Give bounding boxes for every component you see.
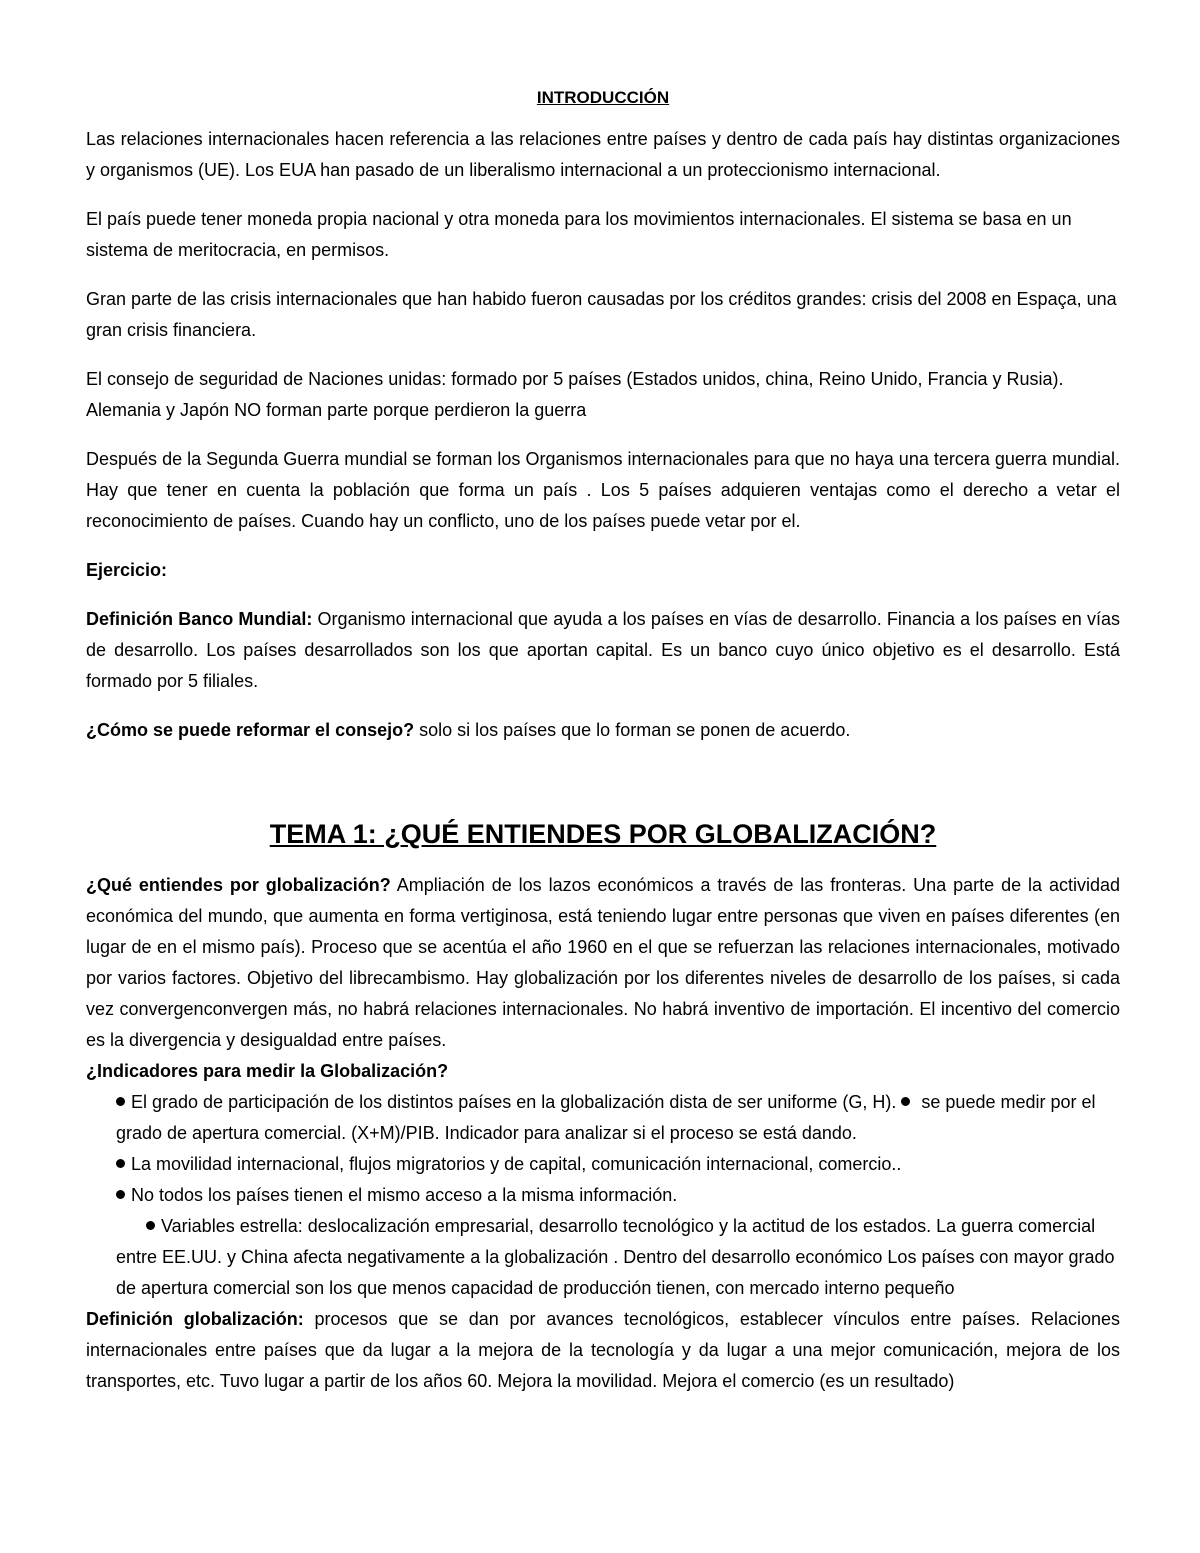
banco-mundial-text: Organismo internacional que ayuda a los países en vías de desarrollo. Financia a los países en vías de desarrollo. Los países desarrollados son los que aportan capital. Es un banco cuyo único objetivo es el desarrollo. Está formado por 5 filiales. bbox=[86, 609, 1120, 691]
tema1-title: TEMA 1: ¿QUÉ ENTIENDES POR GLOBALIZACIÓN? bbox=[269, 819, 937, 849]
globalization-question-text: Ampliación de los lazos económicos a través de las fronteras. Una parte de la actividad económica del mundo, que aumenta en forma vertiginosa, está teniendo lugar entre personas que viven en países diferentes (en lugar de en el mismo país). Proceso que se acentúa el año 1960 en el que se refuerzan las relaciones internacionales, motivado por varios factores. Objetivo del librecambismo. Hay globalización por los diferentes niveles de desarrollo de los países, si cada vez convergenconvergen más, no habrá relaciones internacionales. No habrá inventivo de importación. El incentivo del comercio es la divergencia y desigualdad entre países. bbox=[86, 875, 1120, 1050]
document-page bbox=[86, 82, 1120, 1397]
list-item: El grado de participación de los distintos países en la globalización dista de ser uniforme (G, H). se puede medir por el grado de apertura comercial. (X+M)/PIB. Indicador para analizar si el proceso se está dando. bbox=[116, 1092, 1096, 1143]
globalization-question-label: ¿Qué entiendes por globalización? bbox=[86, 875, 391, 895]
globalization-question-paragraph bbox=[86, 870, 1120, 1056]
globalization-definition-label: Definición globalización: bbox=[86, 1309, 304, 1329]
list-item: La movilidad internacional, flujos migratorios y de capital, comunicación internacional, comercio.. bbox=[116, 1149, 1120, 1180]
indicators-label: ¿Indicadores para medir la Globalización? bbox=[86, 1061, 449, 1081]
bullet-icon bbox=[901, 1097, 910, 1106]
intro-paragraph-5: Después de la Segunda Guerra mundial se forman los Organismos internacionales para que no haya una tercera guerra mundial. Hay que tener en cuenta la población que forma un país . Los 5 países adquieren ventajas como el derecho a vetar el reconocimiento de países. Cuando hay un conflicto, uno de los países puede vetar por el. bbox=[86, 449, 1120, 531]
banco-mundial-label: Definición Banco Mundial: bbox=[86, 609, 313, 629]
reform-paragraph bbox=[86, 715, 1120, 746]
bullet-icon bbox=[116, 1097, 125, 1106]
intro-paragraph-3: Gran parte de las crisis internacionales que han habido fueron causadas por los créditos grandes: crisis del 2008 en Espaça, una gran crisis financiera. bbox=[86, 289, 1117, 340]
intro-heading: INTRODUCCIÓN bbox=[536, 88, 670, 107]
indicators-paragraph bbox=[86, 1056, 1120, 1087]
reform-label: ¿Cómo se puede reformar el consejo? bbox=[86, 720, 415, 740]
banco-mundial-paragraph bbox=[86, 604, 1120, 697]
intro-paragraph-1: Las relaciones internacionales hacen referencia a las relaciones entre países y dentro de cada país hay distintas organizaciones y organismos (UE). Los EUA han pasado de un liberalismo internacional a un proteccionismo internacional. bbox=[86, 129, 1120, 180]
exercise-label: Ejercicio: bbox=[86, 560, 168, 580]
indicators-list bbox=[86, 1087, 1120, 1304]
bullet-icon bbox=[116, 1159, 125, 1168]
intro-paragraph-2: El país puede tener moneda propia nacional y otra moneda para los movimientos internacionales. El sistema se basa en un sistema de meritocracia, en permisos. bbox=[86, 209, 1072, 260]
bullet-icon bbox=[116, 1190, 125, 1199]
bullet-icon bbox=[146, 1221, 155, 1230]
list-item: Variables estrella: deslocalización empresarial, desarrollo tecnológico y la actitud de los estados. La guerra comercial entre EE.UU. y China afecta negativamente a la globalización . Dentro del desarrollo económico Los países con mayor grado de apertura comercial son los que menos capacidad de producción tienen, con mercado interno pequeño bbox=[116, 1216, 1115, 1298]
exercise-label-paragraph bbox=[86, 555, 1120, 586]
list-item: No todos los países tienen el mismo acceso a la misma información. bbox=[116, 1180, 1120, 1211]
globalization-definition-text: procesos que se dan por avances tecnológicos, establecer vínculos entre países. Relaciones internacionales entre países que da lugar a la mejora de la tecnología y da lugar a una mejor comunicación, mejora de los transportes, etc. Tuvo lugar a partir de los años 60. Mejora la movilidad. Mejora el comercio (es un resultado) bbox=[86, 1309, 1120, 1391]
reform-text: solo si los países que lo forman se ponen de acuerdo. bbox=[414, 720, 851, 740]
globalization-definition-paragraph bbox=[86, 1304, 1120, 1397]
intro-paragraph-4: El consejo de seguridad de Naciones unidas: formado por 5 países (Estados unidos, china, Reino Unido, Francia y Rusia). Alemania y Japón NO forman parte porque perdieron la guerra bbox=[86, 369, 1064, 420]
